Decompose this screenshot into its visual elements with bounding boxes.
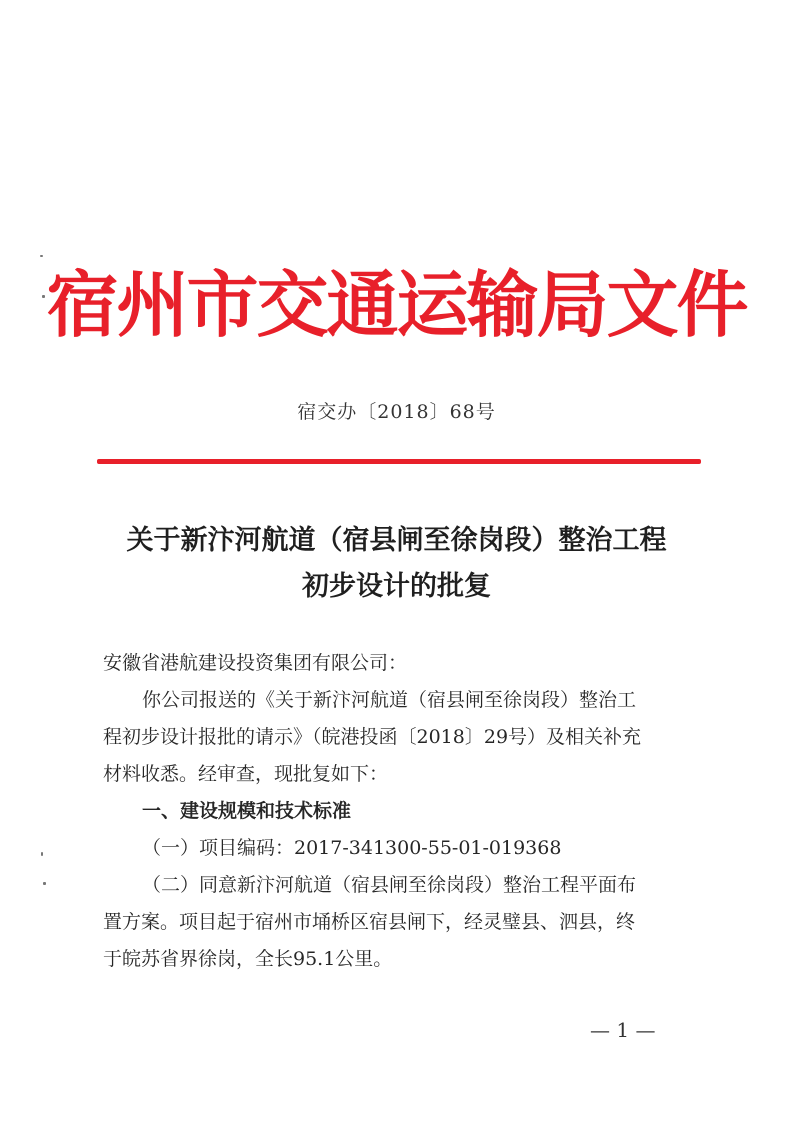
title-line-2: 初步设计的批复 [302,571,491,602]
document-number: 宿交办〔2018〕68号 [297,401,496,423]
scan-speck [43,882,46,885]
scan-speck [42,295,45,298]
item-1-project-code: （一）项目编码：2017-341300-55-01-019368 [142,837,562,859]
addressee: 安徽省港航建设投资集团有限公司： [103,652,408,674]
paragraph-1-line-1: 你公司报送的《关于新汴河航道（宿县闸至徐岗段）整治工 [142,689,637,711]
scan-speck [41,852,43,856]
item-2-line-3: 于皖苏省界徐岗，全长95.1公里。 [103,948,393,970]
scan-speck [40,255,43,257]
item-2-line-1: （二）同意新汴河航道（宿县闸至徐岗段）整治工程平面布 [142,874,637,896]
paragraph-1-line-2: 程初步设计报批的请示》（皖港投函〔2018〕29号）及相关补充 [103,726,642,748]
title-line-1: 关于新汴河航道（宿县闸至徐岗段）整治工程 [126,525,667,556]
red-divider-line [97,459,701,464]
document-title [60,518,733,610]
section-1-heading: 一、建设规模和技术标准 [142,800,352,822]
item-2-line-2: 置方案。项目起于宿州市埇桥区宿县闸下，经灵璧县、泗县，终 [103,911,636,933]
page-number: — 1 — [590,1018,656,1042]
document-body [103,645,703,978]
paragraph-1-line-3: 材料收悉。经审查，现批复如下： [103,763,389,785]
issuer-masthead: 宿州市交通运输局文件 [46,263,747,347]
